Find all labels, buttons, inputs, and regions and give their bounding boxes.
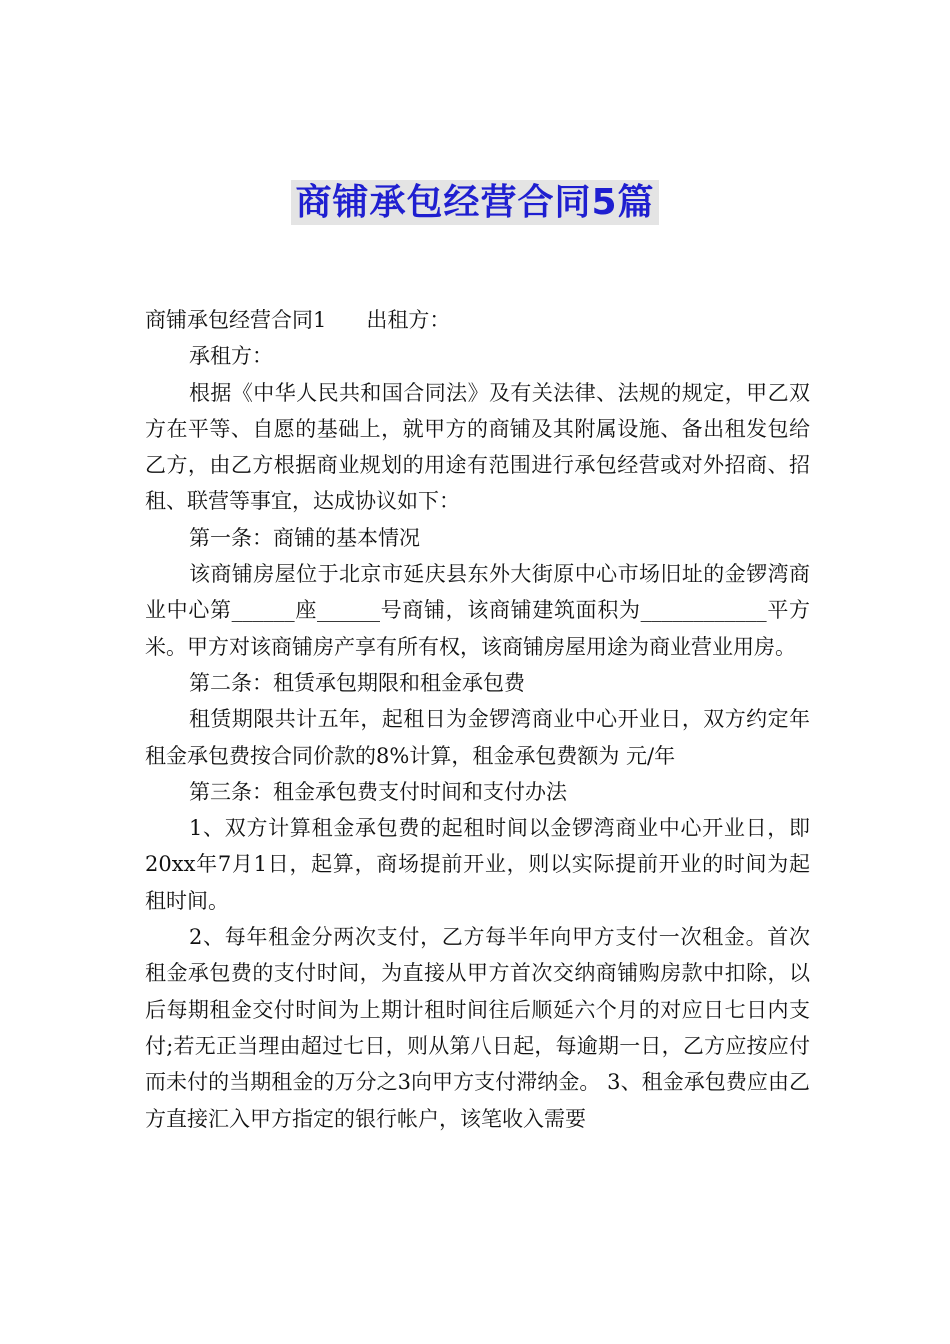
article-1-heading: 第一条：商铺的基本情况 [189,525,420,550]
contract-title: 商铺承包经营合同1 [145,308,327,332]
first-line [145,302,810,338]
lessee-label: 承租方： [189,344,273,369]
article-3-heading: 第三条：租金承包费支付时间和支付办法 [189,779,567,804]
document-title: 商铺承包经营合同5篇 [291,180,658,225]
article-1-paragraph: 该商铺房屋位于北京市延庆县东外大街原中心市场旧址的金锣湾商业中心第______座______号商铺，该商铺建筑面积为____________平方米。甲方对该商铺房产享有所有权，该商铺房屋用途为商业营业用房。 [145,562,810,659]
preamble-paragraph: 根据《中华人民共和国合同法》及有关法律、法规的规定，甲乙双方在平等、自愿的基础上，就甲方的商铺及其附属设施、备出租发包给乙方，由乙方根据商业规划的用途有范围进行承包经营或对外招商、招租、联营等事宜，达成协议如下： [145,380,810,514]
article-3-item-1: 1、双方计算租金承包费的起租时间以金锣湾商业中心开业日，即20xx年7月1日，起算，商场提前开业，则以实际提前开业的时间为起租时间。 [145,816,810,913]
article-2-paragraph: 租赁期限共计五年，起租日为金锣湾商业中心开业日，双方约定年租金承包费按合同价款的8%计算，租金承包费额为 元/年 [145,707,810,768]
article-2-heading: 第二条：租赁承包期限和租金承包费 [189,670,525,695]
article-3-item-2: 2、每年租金分两次支付，乙方每半年向甲方支付一次租金。首次租金承包费的支付时间，为直接从甲方首次交纳商铺购房款中扣除，以后每期租金交付时间为上期计租时间往后顺延六个月的对应日七日内支付;若无正当理由超过七日，则从第八日起，每逾期一日，乙方应按应付而未付的当期租金的万分之3向甲方支付滞纳金。 3、租金承包费应由乙方直接汇入甲方指定的银行帐户，该笔收入需要 [145,925,810,1131]
lessor-label: 出租方： [366,308,451,332]
document-title-block [0,174,950,225]
document-body [145,302,810,1137]
